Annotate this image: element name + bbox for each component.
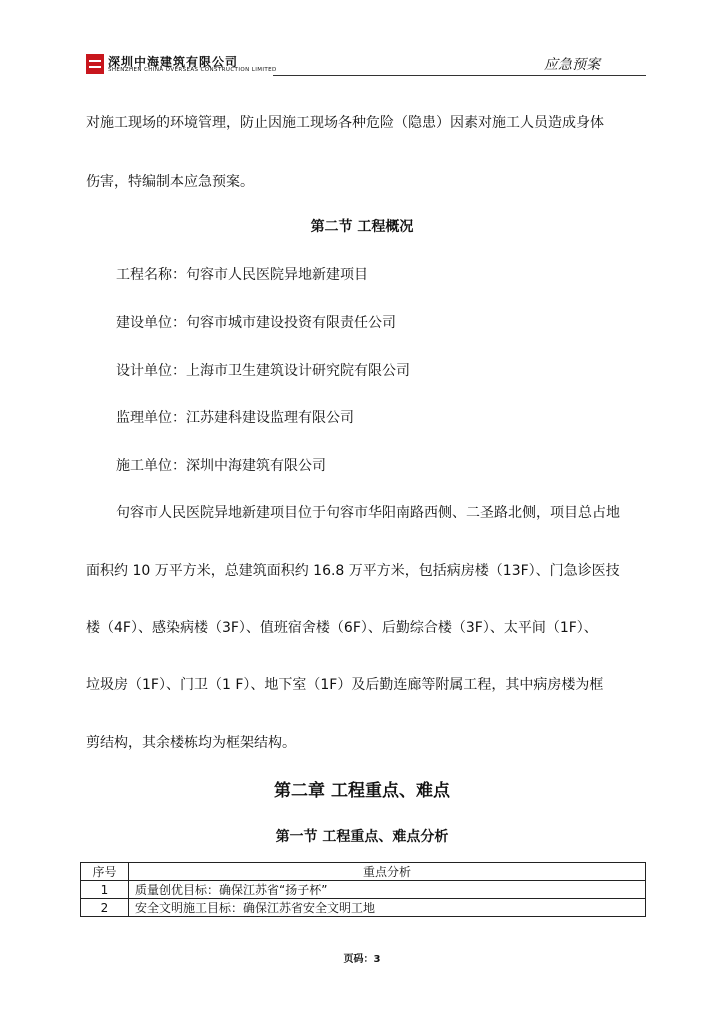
key-points-table <box>80 862 646 917</box>
paragraph-line: 楼（4F）、感染病楼（3F）、值班宿舍楼（6F）、后勤综合楼（3F）、太平间（1F）、 <box>86 620 598 636</box>
info-line-designer: 设计单位：上海市卫生建筑设计研究院有限公司 <box>116 363 410 379</box>
table-cell: 1 <box>81 881 129 899</box>
table-cell: 质量创优目标：确保江苏省“扬子杯” <box>129 881 646 899</box>
column-header-index: 序号 <box>81 863 129 881</box>
section-title: 第一节 工程重点、难点分析 <box>275 829 449 845</box>
info-line-contractor: 施工单位：深圳中海建筑有限公司 <box>116 458 326 474</box>
page-header <box>86 52 646 78</box>
document-title: 应急预案 <box>544 57 600 73</box>
table-row <box>81 899 646 917</box>
table-cell: 安全文明施工目标：确保江苏省安全文明工地 <box>129 899 646 917</box>
chapter-title: 第二章 工程重点、难点 <box>274 781 450 801</box>
paragraph-line: 垃圾房（1F）、门卫（1 F）、地下室（1F）及后勤连廊等附属工程，其中病房楼为框 <box>86 677 604 693</box>
paragraph-line: 对施工现场的环境管理，防止因施工现场各种危险（隐患）因素对施工人员造成身体 <box>86 115 604 131</box>
company-name-en: SHENZHEN CHINA OVERSEAS CONSTRUCTION LIMITED <box>108 67 277 73</box>
company-logo-icon <box>86 54 104 74</box>
table-header-row <box>81 863 646 881</box>
info-line-supervisor: 监理单位：江苏建科建设监理有限公司 <box>116 410 354 426</box>
info-line-owner: 建设单位：句容市城市建设投资有限责任公司 <box>116 315 396 331</box>
company-name-cn: 深圳中海建筑有限公司 <box>108 55 239 69</box>
table-cell: 2 <box>81 899 129 917</box>
page-number: 页码：3 <box>343 954 381 965</box>
paragraph-line: 剪结构，其余楼栋均为框架结构。 <box>86 735 296 751</box>
paragraph-line: 面积约 10 万平方米，总建筑面积约 16.8 万平方米，包括病房楼（13F）、门急诊医技 <box>86 563 620 579</box>
header-divider <box>273 75 646 76</box>
paragraph-line: 伤害，特编制本应急预案。 <box>86 174 254 190</box>
column-header-analysis: 重点分析 <box>129 863 646 881</box>
table-row <box>81 881 646 899</box>
info-line-project-name: 工程名称：句容市人民医院异地新建项目 <box>116 267 368 283</box>
paragraph-line: 句容市人民医院异地新建项目位于句容市华阳南路西侧、二圣路北侧，项目总占地 <box>116 505 620 521</box>
section-title: 第二节 工程概况 <box>310 219 414 235</box>
